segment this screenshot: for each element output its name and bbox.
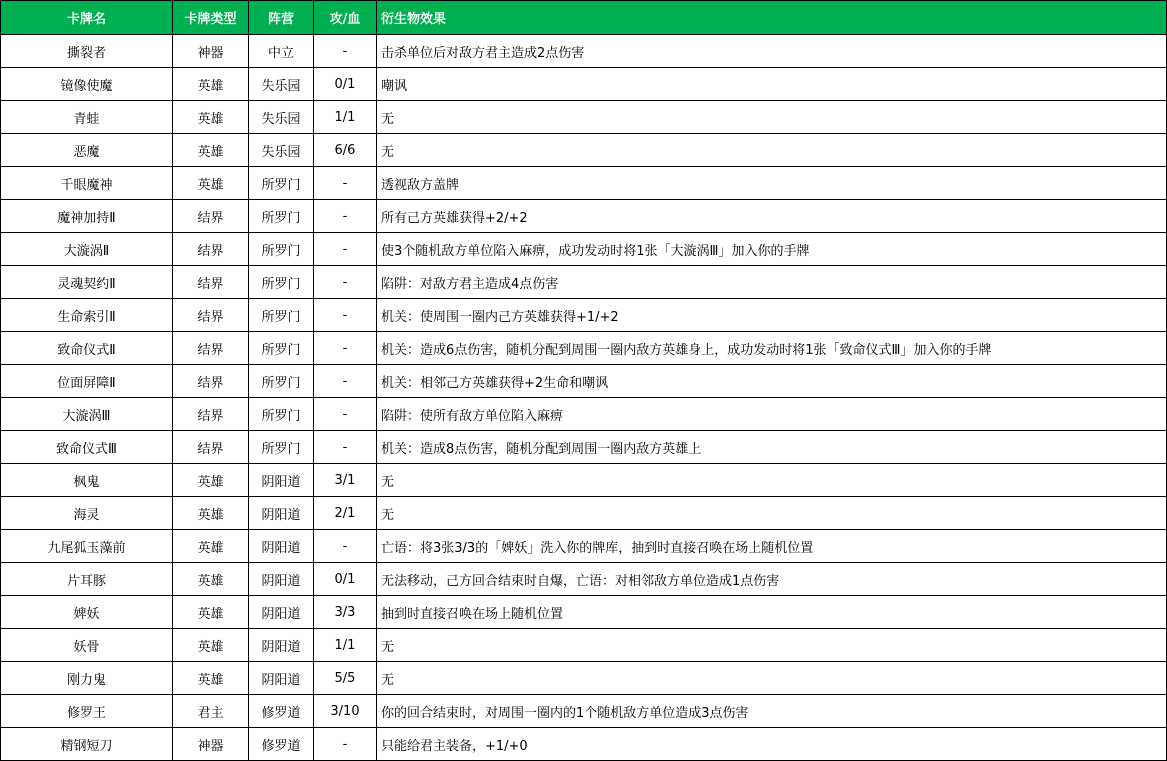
effect-cell: 击杀单位后对敌方君主造成2点伤害 xyxy=(377,35,1167,68)
stats-cell: - xyxy=(314,266,377,299)
effect-cell: 机关：相邻己方英雄获得+2生命和嘲讽 xyxy=(377,365,1167,398)
table-row xyxy=(1,365,1167,398)
faction-cell: 失乐园 xyxy=(249,101,314,134)
card-name-cell: 千眼魔神 xyxy=(1,167,173,200)
header-faction: 阵营 xyxy=(249,1,314,35)
card-name-cell: 生命索引Ⅱ xyxy=(1,299,173,332)
card-name-cell: 青蛙 xyxy=(1,101,173,134)
effect-cell: 陷阱：使所有敌方单位陷入麻痹 xyxy=(377,398,1167,431)
table-row xyxy=(1,695,1167,728)
faction-cell: 阴阳道 xyxy=(249,596,314,629)
table-row xyxy=(1,233,1167,266)
stats-cell: - xyxy=(314,167,377,200)
effect-cell: 亡语：将3张3/3的「婢妖」洗入你的牌库，抽到时直接召唤在场上随机位置 xyxy=(377,530,1167,563)
card-name-cell: 恶魔 xyxy=(1,134,173,167)
stats-cell: 3/3 xyxy=(314,596,377,629)
card-name-cell: 枫鬼 xyxy=(1,464,173,497)
card-type-cell: 神器 xyxy=(173,35,249,68)
effect-cell: 陷阱：对敌方君主造成4点伤害 xyxy=(377,266,1167,299)
card-type-cell: 结界 xyxy=(173,398,249,431)
table-row xyxy=(1,530,1167,563)
table-row xyxy=(1,662,1167,695)
faction-cell: 中立 xyxy=(249,35,314,68)
faction-cell: 所罗门 xyxy=(249,200,314,233)
stats-cell: 0/1 xyxy=(314,68,377,101)
table-row xyxy=(1,497,1167,530)
faction-cell: 阴阳道 xyxy=(249,629,314,662)
faction-cell: 阴阳道 xyxy=(249,464,314,497)
effect-cell: 机关：造成6点伤害，随机分配到周围一圈内敌方英雄身上，成功发动时将1张「致命仪式Ⅲ」加入你的手牌 xyxy=(377,332,1167,365)
card-type-cell: 结界 xyxy=(173,266,249,299)
stats-cell: 1/1 xyxy=(314,101,377,134)
card-type-cell: 结界 xyxy=(173,299,249,332)
stats-cell: - xyxy=(314,530,377,563)
table-row xyxy=(1,332,1167,365)
faction-cell: 修罗道 xyxy=(249,695,314,728)
card-type-cell: 英雄 xyxy=(173,530,249,563)
table-row xyxy=(1,134,1167,167)
faction-cell: 所罗门 xyxy=(249,299,314,332)
stats-cell: - xyxy=(314,365,377,398)
table-row xyxy=(1,464,1167,497)
card-name-cell: 海灵 xyxy=(1,497,173,530)
header-card-type: 卡牌类型 xyxy=(173,1,249,35)
faction-cell: 修罗道 xyxy=(249,728,314,761)
card-name-cell: 刚力鬼 xyxy=(1,662,173,695)
table-row xyxy=(1,266,1167,299)
card-type-cell: 英雄 xyxy=(173,596,249,629)
card-type-cell: 英雄 xyxy=(173,464,249,497)
table-row xyxy=(1,629,1167,662)
effect-cell: 使3个随机敌方单位陷入麻痹，成功发动时将1张「大漩涡Ⅲ」加入你的手牌 xyxy=(377,233,1167,266)
stats-cell: 3/1 xyxy=(314,464,377,497)
stats-cell: - xyxy=(314,200,377,233)
card-name-cell: 大漩涡Ⅲ xyxy=(1,398,173,431)
table-row xyxy=(1,167,1167,200)
card-type-cell: 英雄 xyxy=(173,662,249,695)
card-type-cell: 结界 xyxy=(173,200,249,233)
header-derivative-effect: 衍生物效果 xyxy=(377,1,1167,35)
table-body xyxy=(1,35,1167,761)
faction-cell: 阴阳道 xyxy=(249,563,314,596)
card-type-cell: 结界 xyxy=(173,365,249,398)
effect-cell: 只能给君主装备，+1/+0 xyxy=(377,728,1167,761)
card-type-cell: 结界 xyxy=(173,332,249,365)
card-name-cell: 撕裂者 xyxy=(1,35,173,68)
effect-cell: 透视敌方盖牌 xyxy=(377,167,1167,200)
effect-cell: 嘲讽 xyxy=(377,68,1167,101)
card-type-cell: 神器 xyxy=(173,728,249,761)
effect-cell: 机关：造成8点伤害，随机分配到周围一圈内敌方英雄上 xyxy=(377,431,1167,464)
stats-cell: - xyxy=(314,728,377,761)
table-row xyxy=(1,200,1167,233)
card-type-cell: 英雄 xyxy=(173,68,249,101)
faction-cell: 所罗门 xyxy=(249,431,314,464)
header-row xyxy=(1,1,1167,35)
table-row xyxy=(1,398,1167,431)
stats-cell: - xyxy=(314,35,377,68)
stats-cell: - xyxy=(314,398,377,431)
card-name-cell: 片耳豚 xyxy=(1,563,173,596)
table-row xyxy=(1,101,1167,134)
card-name-cell: 婢妖 xyxy=(1,596,173,629)
table-header xyxy=(1,1,1167,35)
faction-cell: 所罗门 xyxy=(249,233,314,266)
stats-cell: 2/1 xyxy=(314,497,377,530)
table-row xyxy=(1,728,1167,761)
faction-cell: 阴阳道 xyxy=(249,662,314,695)
header-attack-health: 攻/血 xyxy=(314,1,377,35)
table-row xyxy=(1,596,1167,629)
faction-cell: 所罗门 xyxy=(249,167,314,200)
stats-cell: - xyxy=(314,299,377,332)
card-name-cell: 大漩涡Ⅱ xyxy=(1,233,173,266)
table-row xyxy=(1,563,1167,596)
card-type-cell: 英雄 xyxy=(173,629,249,662)
effect-cell: 无 xyxy=(377,662,1167,695)
card-type-cell: 英雄 xyxy=(173,563,249,596)
card-name-cell: 修罗王 xyxy=(1,695,173,728)
stats-cell: 3/10 xyxy=(314,695,377,728)
faction-cell: 阴阳道 xyxy=(249,530,314,563)
card-type-cell: 英雄 xyxy=(173,167,249,200)
card-type-cell: 英雄 xyxy=(173,134,249,167)
faction-cell: 阴阳道 xyxy=(249,497,314,530)
stats-cell: 1/1 xyxy=(314,629,377,662)
card-type-cell: 英雄 xyxy=(173,101,249,134)
card-name-cell: 魔神加持Ⅱ xyxy=(1,200,173,233)
effect-cell: 无法移动，己方回合结束时自爆，亡语：对相邻敌方单位造成1点伤害 xyxy=(377,563,1167,596)
effect-cell: 机关：使周围一圈内己方英雄获得+1/+2 xyxy=(377,299,1167,332)
effect-cell: 你的回合结束时，对周围一圈内的1个随机敌方单位造成3点伤害 xyxy=(377,695,1167,728)
stats-cell: 5/5 xyxy=(314,662,377,695)
stats-cell: 0/1 xyxy=(314,563,377,596)
card-name-cell: 致命仪式Ⅱ xyxy=(1,332,173,365)
table-row xyxy=(1,299,1167,332)
effect-cell: 无 xyxy=(377,629,1167,662)
card-type-cell: 结界 xyxy=(173,431,249,464)
card-type-cell: 英雄 xyxy=(173,497,249,530)
card-name-cell: 致命仪式Ⅲ xyxy=(1,431,173,464)
faction-cell: 所罗门 xyxy=(249,266,314,299)
card-name-cell: 九尾狐玉藻前 xyxy=(1,530,173,563)
effect-cell: 无 xyxy=(377,134,1167,167)
effect-cell: 无 xyxy=(377,101,1167,134)
faction-cell: 所罗门 xyxy=(249,365,314,398)
card-type-cell: 君主 xyxy=(173,695,249,728)
effect-cell: 无 xyxy=(377,464,1167,497)
effect-cell: 抽到时直接召唤在场上随机位置 xyxy=(377,596,1167,629)
card-type-cell: 结界 xyxy=(173,233,249,266)
card-name-cell: 灵魂契约Ⅱ xyxy=(1,266,173,299)
stats-cell: 6/6 xyxy=(314,134,377,167)
card-name-cell: 精钢短刀 xyxy=(1,728,173,761)
header-card-name: 卡牌名 xyxy=(1,1,173,35)
table-row xyxy=(1,35,1167,68)
effect-cell: 所有己方英雄获得+2/+2 xyxy=(377,200,1167,233)
card-name-cell: 位面屏障Ⅱ xyxy=(1,365,173,398)
stats-cell: - xyxy=(314,233,377,266)
table-row xyxy=(1,431,1167,464)
faction-cell: 所罗门 xyxy=(249,332,314,365)
faction-cell: 失乐园 xyxy=(249,134,314,167)
faction-cell: 所罗门 xyxy=(249,398,314,431)
card-name-cell: 妖骨 xyxy=(1,629,173,662)
card-name-cell: 镜像使魔 xyxy=(1,68,173,101)
table-row xyxy=(1,68,1167,101)
stats-cell: - xyxy=(314,431,377,464)
stats-cell: - xyxy=(314,332,377,365)
faction-cell: 失乐园 xyxy=(249,68,314,101)
effect-cell: 无 xyxy=(377,497,1167,530)
